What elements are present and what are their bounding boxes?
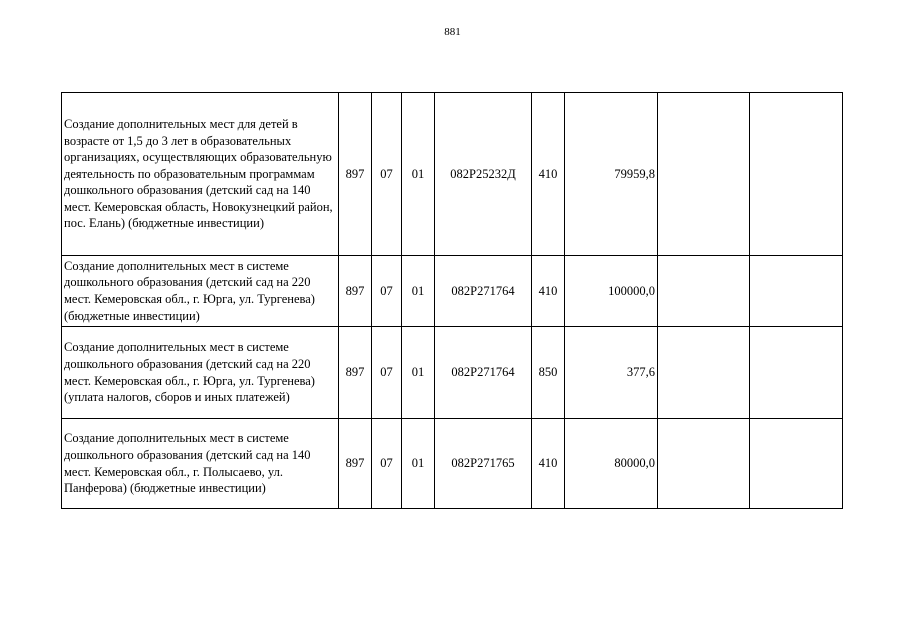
section-code: 07 <box>372 256 402 327</box>
target-item-code: 082P271764 <box>435 327 532 419</box>
subsection-code: 01 <box>402 256 435 327</box>
empty-cell <box>750 256 843 327</box>
amount-cell: 377,6 <box>565 327 658 419</box>
page-number: 881 <box>444 26 461 38</box>
ministry-code: 897 <box>339 93 372 256</box>
empty-cell <box>750 419 843 509</box>
expense-type-code: 850 <box>532 327 565 419</box>
budget-table <box>61 92 843 509</box>
ministry-code: 897 <box>339 419 372 509</box>
table-row <box>62 93 843 256</box>
ministry-code: 897 <box>339 256 372 327</box>
subsection-code: 01 <box>402 419 435 509</box>
table-row <box>62 419 843 509</box>
empty-cell <box>750 93 843 256</box>
expense-type-code: 410 <box>532 93 565 256</box>
empty-cell <box>750 327 843 419</box>
amount-cell: 100000,0 <box>565 256 658 327</box>
subsection-code: 01 <box>402 327 435 419</box>
section-code: 07 <box>372 327 402 419</box>
expense-type-code: 410 <box>532 419 565 509</box>
ministry-code: 897 <box>339 327 372 419</box>
target-item-code: 082P25232Д <box>435 93 532 256</box>
subsection-code: 01 <box>402 93 435 256</box>
section-code: 07 <box>372 419 402 509</box>
row-description: Создание дополнительных мест в системе дошкольного образования (детский сад на 140 мест. Кемеровская обл., г. Полысаево, ул. Панферова) (бюджетные инвестиции) <box>62 419 339 509</box>
empty-cell <box>658 419 750 509</box>
target-item-code: 082P271765 <box>435 419 532 509</box>
table-row <box>62 327 843 419</box>
empty-cell <box>658 93 750 256</box>
row-description: Создание дополнительных мест в системе дошкольного образования (детский сад на 220 мест. Кемеровская обл., г. Юрга, ул. Тургенева) (бюджетные инвестиции) <box>62 256 339 327</box>
table-row <box>62 256 843 327</box>
row-description: Создание дополнительных мест в системе дошкольного образования (детский сад на 220 мест. Кемеровская обл., г. Юрга, ул. Тургенева) (уплата налогов, сборов и иных платежей) <box>62 327 339 419</box>
empty-cell <box>658 256 750 327</box>
amount-cell: 80000,0 <box>565 419 658 509</box>
empty-cell <box>658 327 750 419</box>
target-item-code: 082P271764 <box>435 256 532 327</box>
expense-type-code: 410 <box>532 256 565 327</box>
section-code: 07 <box>372 93 402 256</box>
row-description: Создание дополнительных мест для детей в возрасте от 1,5 до 3 лет в образовательных организациях, осуществляющих образовательную деятельность по образовательным программам дошкольного образования (детский сад на 140 мест. Кемеровская область, Новокузнецкий район, пос. Елань) (бюджетные инвестиции) <box>62 93 339 256</box>
amount-cell: 79959,8 <box>565 93 658 256</box>
